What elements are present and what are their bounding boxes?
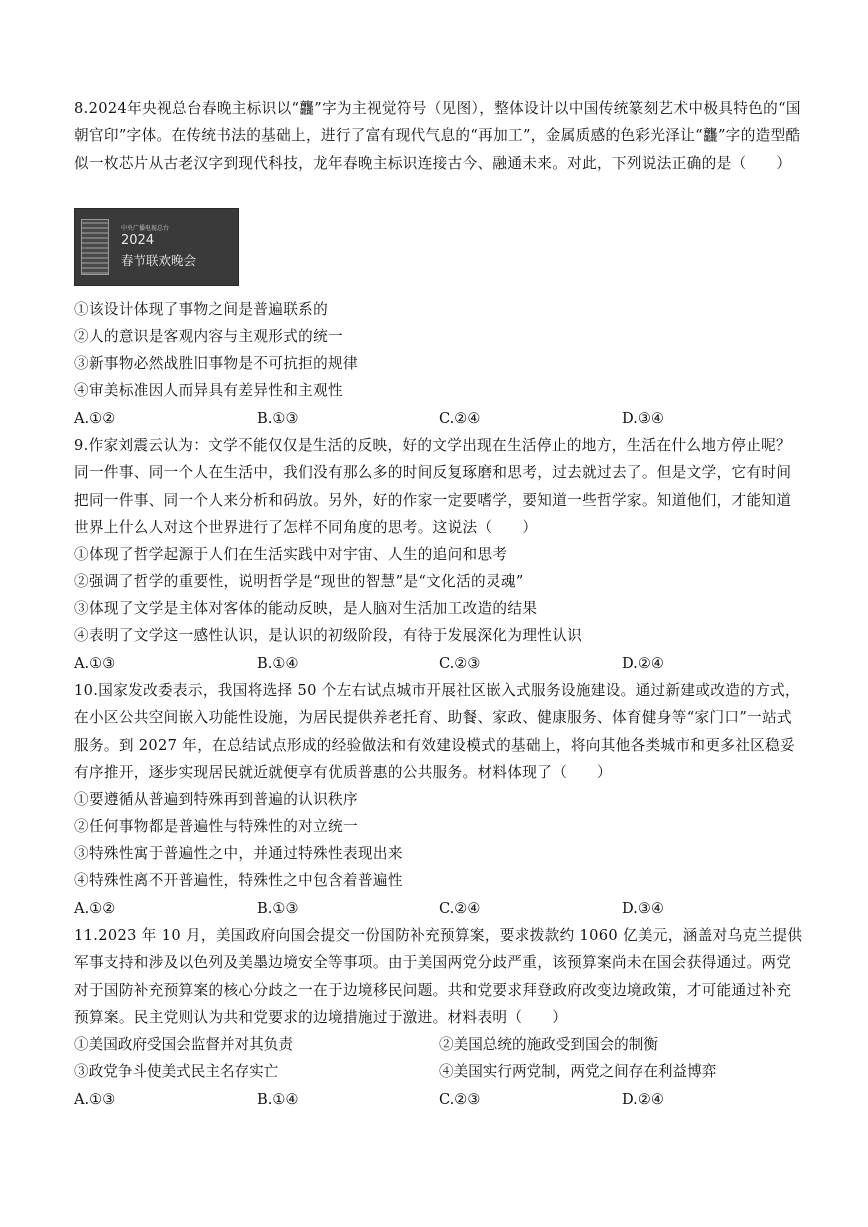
question-11-stem: 11.2023 年 10 月，美国政府向国会提交一份国防补充预算案，要求拨款约 1060 亿美元，涵盖对乌克兰提供军事支持和涉及以色列及美墨边境安全等事项。由于美国两党分歧严重，该预算案尚未在国会获得通过。两党对于国防补充预算案的核心分歧之一在于边境移民问题。共和党要求拜登政府改变边境政策，才可能通过补充预算案。民主党则认为共和党要求的边境措施过于激进。材料表明（ ） [74, 927, 803, 1026]
q10-option-1: ①要遵循从普遍到特殊再到普遍的认识秩序 [74, 791, 358, 808]
q11-choice-c[interactable]: C.②③ [439, 1091, 481, 1108]
q11-choice-a[interactable]: A.①③ [74, 1091, 116, 1108]
q8-option-3: ③新事物必然战胜旧事物是不可抗拒的规律 [74, 355, 358, 372]
logo-year-text: 2024 [121, 233, 155, 248]
question-10-stem: 10.国家发改委表示，我国将选择 50 个左右试点城市开展社区嵌入式服务设施建设。通过新建或改造的方式，在小区公共空间嵌入功能性设施，为居民提供养老托育、助餐、家政、健康服务、体育健身等“家门口”一站式服务。到 2027 年，在总结试点形成的经验做法和有效建设模式的基础上，将向其他各类城市和更多社区稳妥有序推开，逐步实现居民就近就便享有优质普惠的公共服务。材料体现了（ ） [74, 682, 800, 781]
q9-option-1: ①体现了哲学起源于人们在生活实践中对宇宙、人生的追问和思考 [74, 546, 508, 563]
q11-choice-b[interactable]: B.①④ [257, 1091, 299, 1108]
q9-option-3: ③体现了文学是主体对客体的能动反映，是人脑对生活加工改造的结果 [74, 600, 538, 617]
q8-choice-b[interactable]: B.①③ [257, 410, 299, 427]
q9-option-4: ④表明了文学这一感性认识，是认识的初级阶段，有待于发展深化为理性认识 [74, 627, 583, 644]
q11-choices [74, 1086, 804, 1113]
question-8-stem: 8.2024年央视总台春晚主标识以“龘”字为主视觉符号（见图），整体设计以中国传统篆刻艺术中极具特色的“国朝官印”字体。在传统书法的基础上，进行了富有现代气息的“再加工”，金属质感的色彩光泽让“龘”字的造型酷似一枚芯片从古老汉字到现代科技，龙年春晚主标识连接古今、融通未来。对此，下列说法正确的是（ ） [74, 100, 801, 172]
q10-choice-b[interactable]: B.①③ [257, 900, 299, 917]
q9-choice-a[interactable]: A.①③ [74, 655, 116, 672]
q8-choice-c[interactable]: C.②④ [439, 410, 481, 427]
logo-broadcaster-text: 中央广播电视总台 [121, 225, 170, 232]
q11-option-2: ②美国总统的施政受到国会的制衡 [439, 1036, 658, 1053]
q10-choice-c[interactable]: C.②④ [439, 900, 481, 917]
q9-choice-d[interactable]: D.②④ [622, 655, 664, 672]
q10-option-3: ③特殊性寓于普遍性之中，并通过特殊性表现出来 [74, 845, 403, 862]
q11-choice-d[interactable]: D.②④ [622, 1091, 664, 1108]
q9-choice-c[interactable]: C.②③ [439, 655, 481, 672]
q10-choices [74, 895, 804, 922]
q11-options-row-1 [74, 1031, 804, 1058]
q9-option-2: ②强调了哲学的重要性，说明哲学是“现世的智慧”是“文化活的灵魂” [74, 573, 524, 590]
q8-option-4: ④审美标准因人而异具有差异性和主观性 [74, 382, 343, 399]
q10-option-2: ②任何事物都是普遍性与特殊性的对立统一 [74, 818, 358, 835]
long-seal-icon [81, 219, 109, 275]
q8-option-2: ②人的意识是客观内容与主观形式的统一 [74, 328, 343, 345]
q11-option-1: ①美国政府受国会监督并对其负责 [74, 1036, 293, 1053]
q9-choices [74, 650, 804, 677]
q9-choice-b[interactable]: B.①④ [257, 655, 299, 672]
q8-choice-d[interactable]: D.③④ [622, 410, 664, 427]
logo-gala-name-text: 春节联欢晚会 [121, 253, 197, 268]
q11-option-3: ③政党争斗使美式民主名存实亡 [74, 1063, 279, 1080]
q8-choice-a[interactable]: A.①② [74, 410, 116, 427]
cctv-gala-logo-image [74, 208, 239, 286]
q8-choices [74, 405, 804, 432]
question-9-stem: 9.作家刘震云认为：文学不能仅仅是生活的反映，好的文学出现在生活停止的地方，生活在什么地方停止呢？同一件事、同一个人在生活中，我们没有那么多的时间反复琢磨和思考，过去就过去了。但是文学，它有时间把同一件事、同一个人来分析和码放。另外，好的作家一定要嗜学，要知道一些哲学家。知道他们，才能知道世界上什么人对这个世界进行了怎样不同角度的思考。这说法（ ） [74, 437, 792, 536]
q8-option-1: ①该设计体现了事物之间是普遍联系的 [74, 301, 329, 318]
q10-choice-d[interactable]: D.③④ [622, 900, 664, 917]
q11-options-row-2 [74, 1058, 804, 1085]
q11-option-4: ④美国实行两党制，两党之间存在利益博弈 [439, 1063, 717, 1080]
q10-choice-a[interactable]: A.①② [74, 900, 116, 917]
q10-option-4: ④特殊性离不开普遍性，特殊性之中包含着普遍性 [74, 872, 403, 889]
